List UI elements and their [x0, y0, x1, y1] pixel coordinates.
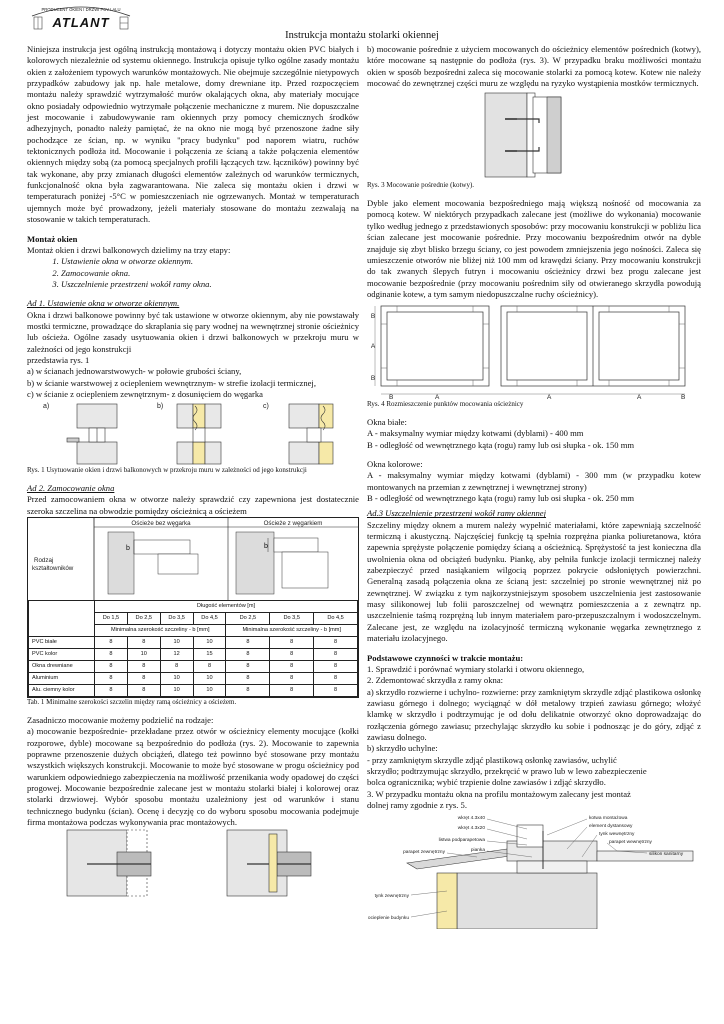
step-line: 1. Sprawdzić i porównać wymiary stolarki i otworu okiennego, [367, 663, 585, 674]
fig5-label: kotwa montażowa [589, 816, 628, 822]
ad1-text: Okna i drzwi balkonowe powinny być tak ustawione w otworze okiennym, aby nie powstawały mostki termiczne, prowadzące do skraplania się pary wodnej na wewnętrznej stronie ościeżnicy lub ościeża. Ogólne zasady usytuowania okien i drzwi balkonowych w przekroju muru w zależności od jego konstrukcji [27, 309, 359, 354]
step-line: b) skrzydło uchylne: [367, 743, 438, 754]
fig1-label-a: a) [43, 403, 50, 411]
step-line: a) skrzydło rozwierne i uchylno- rozwierne: przy zamkniętym skrzydle zdjąć plastikowa osłonkę zawiasu górnego i dolnego; wyciągnąć w dół metalowy trzpień zawiasu górnego; włożyć klamkę w skrzydło i podtrzymując je od dołu delikatnie otworzyć okno doprowadzając do rozłączenia górnego zawiasu; przechylając skrzydło ku sobie i podnosząc je do góry, zdjąć z zawiasu dolnego. [367, 686, 701, 742]
montaz-intro: Montaż okien i drzwi balkonowych dzielimy na trzy etapy: [27, 244, 231, 255]
kolor-b: B - odległość od wewnętrznego kąta (rogu) ramy lub osi słupka - ok. 250 mm [367, 493, 635, 504]
step-line: bolca ogranicznika; wybić trzpienie dolne zawiasów i zdjąć skrzydło. [367, 777, 606, 788]
left-column [27, 44, 359, 898]
fig5-label: silikon sanitarny [649, 852, 684, 858]
cell: 8 [95, 649, 128, 661]
zas-item-a: a) mocowanie bezpośrednie- przekładane przez otwór w ościeżnicy elementy mocujące (kołki rozporowe, dyble) mocowane są bezpośrednio do podłoża (rys. 2). Mocowanie to zapewnia poprawne przenoszenie dużych obciążeń, dlatego też powinno być stosowane przy montażu wszystkich większych konstrukcji. Mocowanie to może być stosowane w progu ościeżnicy pod warunkiem odpowiedniego zabezpieczenia na możliwość przenikania wody opadowej do części progowej. Mocowanie bezpośrednie zalecane jest w montażu stolarki białej i kolorowej oraz stolarki drzwiowej. Wybór sposobu montażu uzależniony jest od warunków i stanu technicznego budynku (ścian). Ocenę i decyzję co do wyboru sposobu mocowania podejmuje firma montażowa podczas wykonywania prac montażowych. [27, 726, 359, 827]
fig5-label: tynk zewnętrzny [374, 894, 409, 900]
svg-text:b: b [264, 543, 268, 551]
cell: 10 [127, 649, 160, 661]
fig4-letter: B [370, 313, 376, 321]
fig5-label: listwa podparapetowa [438, 838, 485, 844]
fig2-drawings [28, 518, 358, 600]
figure-3-anchor-mount [367, 89, 701, 181]
ad3-text: Szczeliny między oknem a murem należy wypełnić materiałami, które zapewniają szczelność termiczną i akustyczną. Najczęściej funkcję tą spełnia rozprężna pianka poliuretanowa, która zapewnia sprężyste połączenie pomiędzy ścianą a ościeżnicą. Sprężystość ta jest konieczna dla uwolnienia okna od obciążeń budynku. Piankę, aby pełniła funkcje izolacji termicznej należy zabezpieczyć przed nasiąkaniem wilgocią poprzez pokrycie odsłoniętych powierzchni. Generalną zasadą połączenia okna ze ścianą jest: szczelniej po stronie wewnętrznej niż po zewnętrznej. W związku z tym najkorzystniejszym sposobem uszczelnienia jest zastosowanie masy silikonowej lub folii paroszczelnej od wewnątrz pomieszczenia a z zewnątrz np. uszczelnienie taśmą rozprężną lub innym materiałem paro-przepuszczalnym i wodoszczelnym. Zalecane jest, ze względu na izolacyjność termiczną wykonanie węgarka zewnętrznego z materiału izolacyjnego. [367, 519, 701, 644]
figure-4-anchor-points [367, 300, 701, 400]
col-header: Do 4,5 [314, 613, 358, 625]
logo-text: ATLANT [52, 15, 110, 30]
step-line: dolnej ramy zgodnie z rys. 5. [367, 799, 467, 810]
cell: 12 [160, 649, 193, 661]
col-header: Do 3,5 [160, 613, 193, 625]
step-line: 3. W przypadku montażu okna na profilu montażowym zalecany jest montaż [367, 788, 631, 799]
cell: 8 [127, 685, 160, 697]
cell: 10 [160, 637, 193, 649]
fig5-label: wkręt 4.3x20 [457, 826, 485, 832]
cell: 10 [160, 673, 193, 685]
fig1-caption: Rys. 1 Usytuowanie okien i drzwi balkonowych w przekroju muru w zależności od jego konstrukcji [27, 466, 307, 475]
fig5-label: element dystansowy [589, 824, 633, 830]
stage-item: 2. Zamocowanie okna. [61, 268, 359, 279]
step-line: - przy zamkniętym skrzydle zdjąć plastikową osłonkę zawiasów, uchylić [367, 754, 617, 765]
ad1-heading: Ad 1. Ustawienie okna w otworze okiennym. [27, 298, 180, 309]
cell: 10 [193, 637, 226, 649]
biale-b: B - odległość od wewnętrznego kąta (rogu) ramy lub osi słupka - ok. 150 mm [367, 439, 635, 450]
col-header: Do 3,5 [270, 613, 314, 625]
cell: 8 [314, 649, 358, 661]
cell: 8 [270, 673, 314, 685]
cell: 15 [193, 649, 226, 661]
fig5-label: parapet zewnętrzny [403, 850, 445, 856]
table-row [29, 685, 358, 697]
cell: 8 [226, 661, 270, 673]
biale-a: A - maksymalny wymiar między kotwami (dyblami) - 400 mm [367, 428, 584, 439]
row-name: Aluminium [29, 673, 95, 685]
cell: 8 [193, 661, 226, 673]
fig4-letter: B [681, 394, 686, 401]
cell: 8 [226, 673, 270, 685]
figure-1-wall-sections [27, 400, 359, 466]
fig1-label-b: b) [157, 403, 164, 411]
fig5-label: ocieplenie budynku [367, 916, 409, 922]
kolor-a: A - maksymalny wymiar między kotwami (dyblami) - 300 mm (w przypadku kotew montowanych na przemian z zewnętrznej i wewnętrznej strony) [367, 470, 701, 492]
table-row [29, 649, 358, 661]
step-line: skrzydło; podtrzymując skrzydło, przekręcić w prawo lub w lewo zabezpieczenie [367, 765, 647, 776]
row-name: PVC kolor [29, 649, 95, 661]
figure-2-direct-mount [27, 828, 359, 898]
ad1-item-b: b) w ścianie warstwowej z ociepleniem wewnętrznym- w strefie izolacji termicznej, [27, 377, 316, 388]
svg-text:b: b [126, 545, 130, 553]
zas-text: Zasadniczo mocowanie możemy podzielić na rodzaje: [27, 714, 214, 725]
ad1-line2: przedstawia rys. 1 [27, 354, 90, 365]
cell: 8 [127, 661, 160, 673]
cell: 8 [270, 685, 314, 697]
fig4-letter: A [370, 343, 376, 351]
cell: 8 [127, 637, 160, 649]
intro-paragraph: Niniejsza instrukcja jest ogólną instrukcją montażową i dotyczy montażu okien PVC białych i kolorowych niezależnie od systemu okiennego. Instrukcja opisuje tylko ogólne zasady montażu okien z założeniem typowych warunków montażowych. Nie obejmuje szczególnie nietypowych przypadków zabudowy jak np. hale metalowe, domy drewniane itp. Przed rozpoczęciem montażu należy sprawdzić wytrzymałość murów okalających okna, aby materiały mocujące okno posiadały odpowiednio wytrzymałe połączenie mechaniczne z murem. Nie dopuszczalne jest mocowanie i zabudowywanie ram okiennych przy pomocy chemicznych środków adhezyjnych, ponadto należy pamiętać, że na okno nie mogą być przenoszone żadne siły pochodzące ze ścian, np. w wyniku "pracy budynku" pod naporem wiatru, ruchów tektonicznych podłoża itd. Mocowanie i połączenia ze ścianą a także połączenia elementów okiennych między sobą (za pomocą specjalnych profili łączących tzw. łączników) powinny być tak wykonane, aby przy zmianach długości elementów zależnych od warunków termicznych, funkcjonalność okna była zagwarantowana. Nie zaleca się montażu okien i drzwi w temperaturach poniżej -5°C w pomieszczeniach nie ogrzewanych. Montaż w temperaturach ujemnych może być prowadzony, jeżeli materiały stosowane do montażu zezwalają na stosowanie w takich temperaturach. [27, 44, 359, 225]
fig4-letter: B [389, 394, 394, 401]
cell: 10 [193, 685, 226, 697]
row-name: PVC białe [29, 637, 95, 649]
stage-item: 1. Ustawienie okna w otworze okiennym. [61, 256, 359, 267]
gap-table [28, 600, 358, 697]
cell: 8 [160, 661, 193, 673]
cell: 8 [314, 661, 358, 673]
fig2-side-label-2: kształtowników [32, 565, 74, 573]
stage-item: 3. Uszczelnienie przestrzeni wokół ramy okna. [61, 279, 359, 290]
cell: 8 [226, 649, 270, 661]
ad2-text: Przed zamocowaniem okna w otworze należy sprawdzić czy zapewniona jest dostatecznie szeroka szczelina na obwodzie pomiędzy ościeżnicą a ościeżem [27, 494, 359, 516]
cell: 10 [193, 673, 226, 685]
sub-header-right: Minimalna szerokość szczeliny - b [mm] [226, 625, 358, 637]
table-1-gap-widths [27, 517, 359, 698]
table-row [29, 673, 358, 685]
kolor-heading: Okna kolorowe: [367, 459, 423, 469]
cell: 8 [95, 685, 128, 697]
table-row [29, 661, 358, 673]
biale-heading: Okna białe: [367, 416, 407, 427]
company-logo [28, 2, 134, 32]
fig4-letter: A [637, 394, 642, 401]
fig5-label: parapet wewnętrzny [609, 840, 652, 846]
cell: 8 [95, 637, 128, 649]
sub-header-left: Minimalna szerokość szczeliny - b [mm] [95, 625, 226, 637]
fig2-side-label-1: Rodzaj [34, 557, 54, 565]
cell: 8 [95, 673, 128, 685]
col-header: Do 2,5 [127, 613, 160, 625]
fig5-label: tynk wewnętrzny [599, 832, 635, 838]
fig2-top-right-label: Ościeże z węgarkiem [263, 520, 323, 528]
row-name: Okna drewniane [29, 661, 95, 673]
len-header: Długość elementów [m] [95, 601, 358, 613]
figure-5-sill-mount [367, 811, 701, 929]
cell: 8 [314, 673, 358, 685]
ad3-heading: Ad.3 Uszczelnienie przestrzeni wokół ramy okiennej [367, 508, 547, 519]
dyble-text: Dyble jako element mocowania bezpośredniego mają większą nośność od mocowania za pomocą kotew. W niektórych przypadkach zalecane jest (możliwe do wykonania) mocowanie tylko według jednego z przedstawionych sposobów: przy mocowaniu konstrukcji w pobliżu lica ścian zalecane jest mocowanie pośrednie. Przy mocowaniu bezpośrednim otwór na dyble znajduje się zbyt blisko brzegu ściany, co jest powodem zmniejszenia jego nośności. Zaleca się umieszczenie otworów nie bliżej niż 100 mm od krawędzi ściany. Przy mocowaniu konstrukcji do tak zwanych ślepych futryn i mocowaniu ościeżnicy drzwi bez progu zalecane jest mocowanie bezpośrednie (przy mocowaniu pośrednim siły od otwieranego skrzydła powodują odginanie kotew, a tym samym niedopuszczalne ruchy ościeżnicy). [367, 198, 701, 299]
fig4-letter: A [547, 394, 552, 401]
stages-list [27, 256, 359, 290]
fig1-label-c: c) [263, 403, 269, 411]
right-column [367, 44, 701, 929]
fig2-top-left-label: Ościeże bez węgarka [131, 520, 191, 528]
fig5-label: wkręt 4.3x40 [457, 816, 485, 822]
logo-subtitle: PRODUCENT OKIEN I DRZWI PCV I ALU [41, 7, 121, 12]
cell: 8 [270, 649, 314, 661]
cell: 8 [270, 637, 314, 649]
b-text: b) mocowanie pośrednie z użyciem mocowanych do ościeżnicy elementów pośrednich (kotwy), które mocowane są następnie do podłoża (rys. 3). W przypadku braku możliwości montażu okien w sposób bezpośredni zaleca się mocowanie stolarki za pomocą kotew. Kotew nie należy mocować do zewnętrznej części muru ze względu na ryzyko wystąpienia mostków termicznych. [367, 44, 701, 89]
ad1-item-a: a) w ścianach jednowarstwowych- w połowie grubości ściany, [27, 366, 242, 377]
cell: 8 [127, 673, 160, 685]
cell: 10 [160, 685, 193, 697]
fig3-caption: Rys. 3 Mocowanie pośrednie (kotwy). [367, 181, 475, 190]
cell: 8 [95, 661, 128, 673]
table-row [29, 637, 358, 649]
cell: 8 [270, 661, 314, 673]
fig4-letter: B [370, 375, 376, 383]
page-title: Instrukcja montażu stolarki okiennej [285, 30, 439, 41]
tab1-caption: Tab. 1 Minimalne szerokości szczelin między ramą ościeżnicy a ościeżem. [27, 698, 237, 707]
cell: 8 [314, 685, 358, 697]
step-line: 2. Zdemontować skrzydła z ramy okna: [367, 675, 504, 686]
cell: 8 [226, 685, 270, 697]
ad2-heading: Ad 2. Zamocowanie okna [27, 483, 115, 494]
fig4-letter: A [435, 394, 440, 401]
col-header: Do 2,5 [226, 613, 270, 625]
ad1-item-c: c) w ścianie z ociepleniem zewnętrznym- z dosunięciem do węgarka [27, 388, 263, 399]
col-header: Do 1,5 [95, 613, 128, 625]
row-name: Alu. ciemny kolor [29, 685, 95, 697]
cell: 8 [314, 637, 358, 649]
fig4-caption: Rys. 4 Rozmieszczenie punktów mocowania ościeżnicy [367, 400, 524, 409]
fig5-label: pianka [470, 848, 485, 854]
cell: 8 [226, 637, 270, 649]
col-header: Do 4,5 [193, 613, 226, 625]
steps-heading: Podstawowe czynności w trakcie montażu: [367, 652, 524, 663]
montaz-heading: Montaż okien [27, 233, 78, 244]
